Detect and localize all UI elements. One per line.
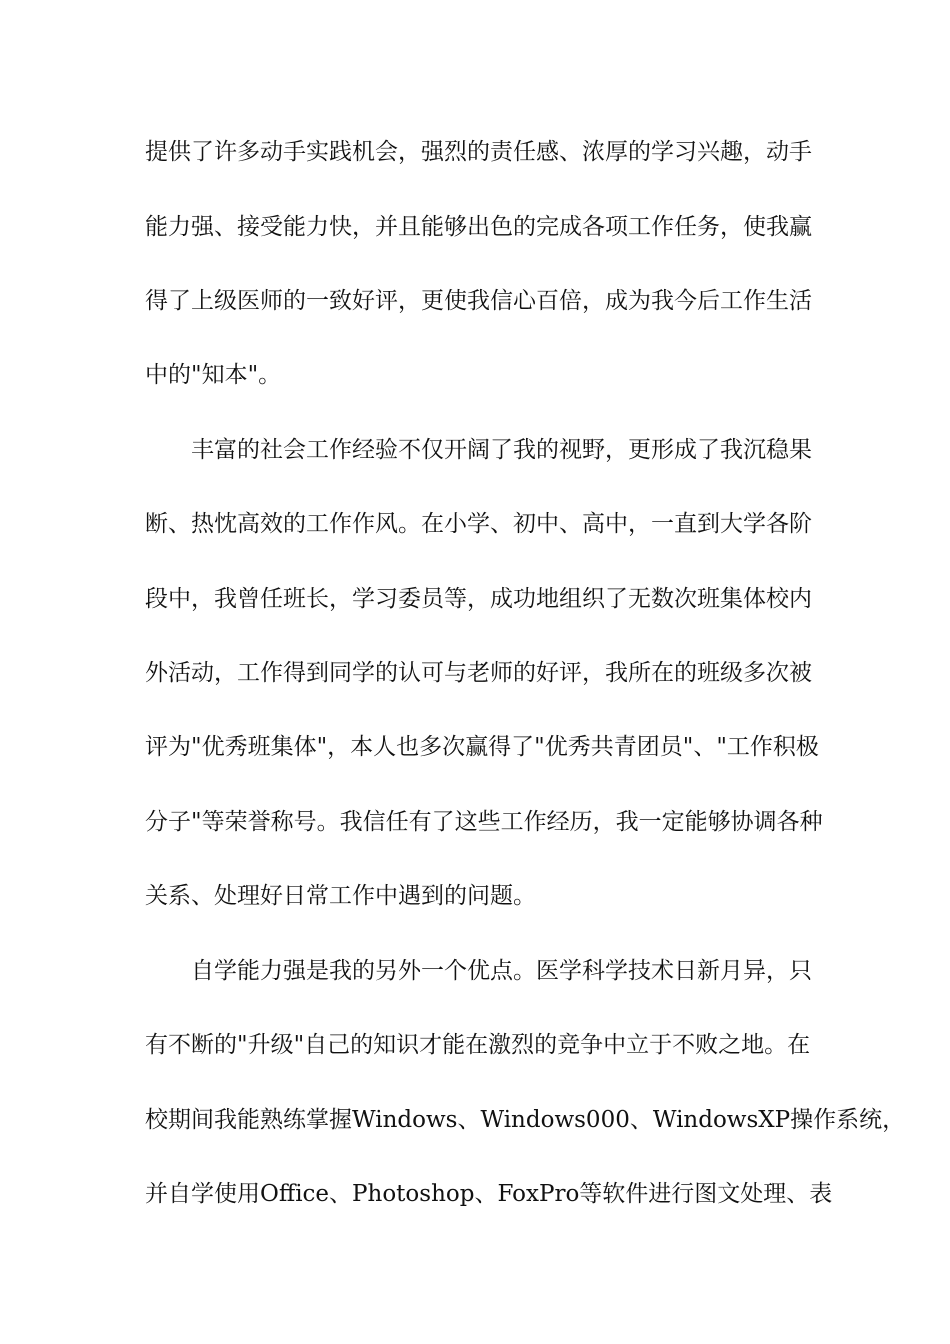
text-line: 提供了许多动手实践机会，强烈的责任感、浓厚的学习兴趣，动手 [145, 139, 812, 165]
text-line: 校期间我能熟练掌握Windows、Windows000、WindowsXP操作系统， [145, 1107, 906, 1133]
text-line: 分子"等荣誉称号。我信任有了这些工作经历，我一定能够协调各种 [145, 809, 823, 835]
text-line: 有不断的"升级"自己的知识才能在激烈的竞争中立于不败之地。在 [145, 1032, 811, 1058]
text-line: 得了上级医师的一致好评，更使我信心百倍，成为我今后工作生活 [145, 288, 812, 314]
text-line: 能力强、接受能力快，并且能够出色的完成各项工作任务，使我赢 [145, 214, 812, 240]
text-line: 关系、处理好日常工作中遇到的问题。 [145, 883, 536, 909]
text-line: 段中，我曾任班长，学习委员等，成功地组织了无数次班集体校内 [145, 586, 812, 612]
text-line: 断、热忱高效的工作作风。在小学、初中、高中，一直到大学各阶 [145, 511, 812, 537]
text-line: 并自学使用Office、Photoshop、FoxPro等软件进行图文处理、表 [145, 1181, 833, 1207]
paragraph-first-line: 自学能力强是我的另外一个优点。医学科学技术日新月异，只 [191, 958, 812, 984]
text-line: 评为"优秀班集体"，本人也多次赢得了"优秀共青团员"、"工作积极 [145, 734, 819, 760]
text-line: 中的"知本"。 [145, 362, 282, 388]
text-line: 外活动，工作得到同学的认可与老师的好评，我所在的班级多次被 [145, 660, 812, 686]
paragraph-first-line: 丰富的社会工作经验不仅开阔了我的视野，更形成了我沉稳果 [191, 437, 812, 463]
